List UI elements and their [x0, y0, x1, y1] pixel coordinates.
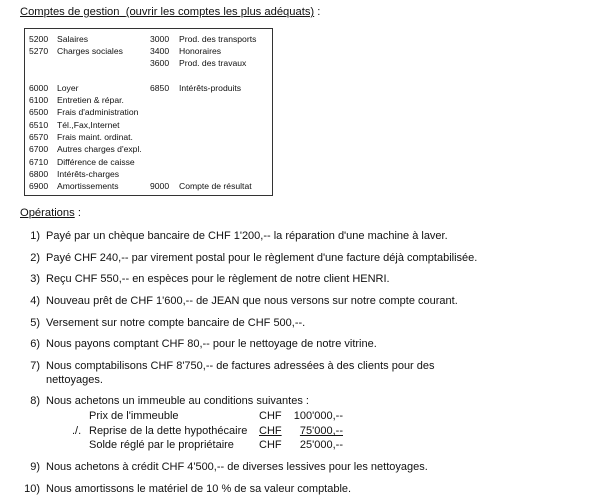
account-code: 6800 [29, 169, 49, 179]
purchase-prefix: ./. [72, 425, 82, 437]
account-name: Loyer [57, 83, 79, 93]
operation-item [20, 272, 390, 286]
purchase-label: Prix de l'immeuble [89, 410, 179, 422]
operations-heading-colon: : [74, 207, 81, 219]
account-code: 6100 [29, 95, 49, 105]
operation-text: Reçu CHF 550,-- en espèces pour le règlement de notre client HENRI. [46, 273, 390, 285]
account-name: Amortissements [57, 181, 119, 191]
account-code: 6900 [29, 181, 49, 191]
account-name: Tél.,Fax,Internet [57, 120, 120, 130]
operation-text-line: Nous comptabilisons CHF 8'750,-- de factures adressées à des clients pour des [46, 360, 435, 372]
account-name: Différence de caisse [57, 157, 135, 167]
account-code: 9000 [150, 181, 170, 191]
purchase-currency: CHF [259, 425, 282, 437]
account-name: Intérêts-charges [57, 169, 120, 179]
account-code: 6000 [29, 83, 49, 93]
account-code: 6710 [29, 157, 49, 167]
operation-text: Nous payons comptant CHF 80,-- pour le nettoyage de notre vitrine. [46, 338, 377, 350]
operation-text: Nous amortissons le matériel de 10 % de sa valeur comptable. [46, 483, 352, 495]
account-name: Intérêts-produits [179, 83, 242, 93]
operation-number: 7) [30, 360, 40, 372]
account-name: Compte de résultat [179, 181, 252, 191]
operation-item [20, 394, 309, 408]
operation-text: Versement sur notre compte bancaire de CHF 500,--. [46, 317, 306, 329]
operations-heading-title: Opérations [20, 207, 75, 219]
operation-number: 5) [30, 317, 40, 329]
operation-number: 2) [30, 252, 40, 264]
operation-text-line: nettoyages. [46, 374, 103, 386]
purchase-currency: CHF [259, 439, 282, 451]
account-code: 3000 [150, 34, 170, 44]
operation-number: 1) [30, 230, 40, 242]
account-name: Frais maint. ordinat. [57, 132, 133, 142]
operation-text: Nous achetons à crédit CHF 4'500,-- de diverses lessives pour les nettoyages. [46, 461, 428, 473]
account-code: 6510 [29, 120, 49, 130]
account-name: Honoraires [179, 46, 222, 56]
purchase-amount: 25'000,-- [299, 439, 343, 451]
operation-item [20, 316, 305, 330]
operation-number: 6) [30, 338, 40, 350]
operation-item [20, 294, 458, 308]
operation-number: 8) [30, 395, 40, 407]
account-code: 5200 [29, 34, 49, 44]
account-code: 6850 [150, 83, 170, 93]
account-name: Prod. des transports [179, 34, 257, 44]
accounts-heading-note: (ouvrir les comptes les plus adéquats) [125, 6, 315, 18]
operation-number: 4) [30, 295, 40, 307]
accounts-heading [20, 6, 320, 18]
purchase-amount: 100'000,-- [293, 410, 343, 422]
account-name: Salaires [57, 34, 89, 44]
account-name: Frais d'administration [57, 107, 139, 117]
operation-item [20, 229, 448, 243]
accounts-heading-title: Comptes de gestion [20, 6, 120, 18]
purchase-label: Solde réglé par le propriétaire [89, 439, 234, 451]
operation-number: 9) [30, 461, 40, 473]
operation-number: 3) [30, 273, 40, 285]
account-code: 6570 [29, 132, 49, 142]
operation-item [20, 337, 377, 351]
operation-item [20, 482, 351, 496]
account-code: 6500 [29, 107, 49, 117]
operation-text: Nouveau prêt de CHF 1'600,-- de JEAN que nous versons sur notre compte courant. [46, 295, 458, 307]
accounts-heading-colon: : [314, 6, 321, 18]
operation-text: Nous achetons un immeuble au conditions suivantes : [46, 395, 309, 407]
account-code: 3600 [150, 58, 170, 68]
operation-text: Payé par un chèque bancaire de CHF 1'200,-- la réparation d'une machine à laver. [46, 230, 448, 242]
account-name: Charges sociales [57, 46, 123, 56]
account-name: Entretien & répar. [57, 95, 124, 105]
account-name: Prod. des travaux [179, 58, 247, 68]
account-code: 3400 [150, 46, 170, 56]
operation-number: 10) [24, 483, 40, 495]
account-name: Autres charges d'expl. [57, 144, 142, 154]
account-code: 6700 [29, 144, 49, 154]
purchase-label: Reprise de la dette hypothécaire [89, 425, 248, 437]
purchase-currency: CHF [259, 410, 282, 422]
operations-heading [20, 207, 81, 219]
operation-item [20, 251, 477, 265]
purchase-amount: 75'000,-- [299, 425, 343, 437]
operation-item [20, 460, 428, 474]
operation-text: Payé CHF 240,-- par virement postal pour le règlement d'une facture déjà comptabilisée. [46, 252, 478, 264]
account-code: 5270 [29, 46, 49, 56]
